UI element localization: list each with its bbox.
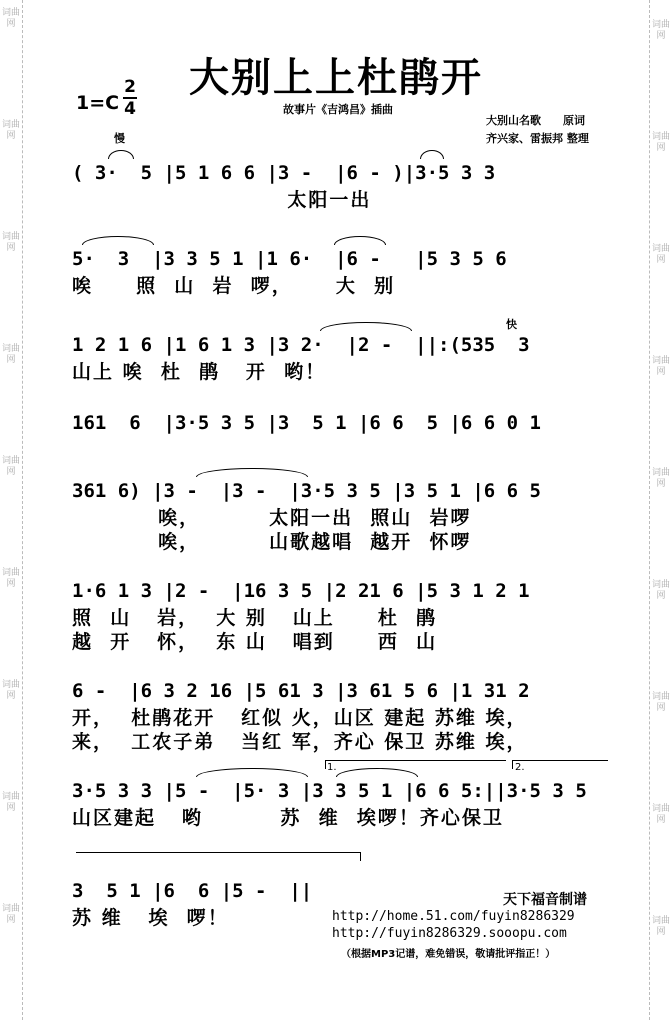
notation-line: 3 5 1 |6 6 |5 - || xyxy=(72,880,313,902)
slur xyxy=(196,768,308,777)
notation-line: 161 6 |3·5 3 5 |3 5 1 |6 6 5 |6 6 0 1 xyxy=(72,412,541,434)
lyric-line-verse-2: 越 开 怀， 东 山 唱到 西 山 xyxy=(72,631,438,653)
lyric-line-verse-1: 太阳一出 xyxy=(72,189,372,211)
lyric-line-verse-1: 开， 杜鹃花开 红似 火，山区 建起 苏维 埃， xyxy=(72,707,528,729)
notation-line: 1 2 1 6 |1 6 1 3 |3 2· |2 - ||:(535 3 xyxy=(72,334,530,356)
footer-disclaimer: （根据MP3记谱，难免错误，敬请批评指正！） xyxy=(341,949,556,960)
time-signature xyxy=(123,77,137,119)
watermark-text: 词曲网 xyxy=(1,680,20,701)
slur xyxy=(334,236,386,245)
volta-first-ending: 1. xyxy=(327,762,337,773)
footer-brand: 天下福音制谱 xyxy=(503,892,587,908)
watermark-text: 词曲网 xyxy=(1,232,20,253)
credit-arrangers: 齐兴家、雷振邦 整理 xyxy=(486,132,589,145)
notation-line: 3·5 3 3 |5 - |5· 3 |3 3 5 1 |6 6 5:||3·5 3 5 xyxy=(72,780,587,802)
volta-second-ending: 2. xyxy=(515,762,525,773)
watermark-text: 词曲网 xyxy=(651,244,670,265)
watermark-text: 词曲网 xyxy=(1,456,20,477)
lyric-line-verse-1: 照 山 岩， 大 别 山上 杜 鹃 xyxy=(72,607,438,629)
watermark-text: 词曲网 xyxy=(651,804,670,825)
notation-line: 361 6) |3 - |3 - |3·5 3 5 |3 5 1 |6 6 5 xyxy=(72,480,541,502)
watermark-text: 词曲网 xyxy=(1,904,20,925)
lyric-line-verse-1: 苏 维 埃 啰！ xyxy=(72,907,229,929)
lyric-line-verse-2: 来， 工农子弟 当红 军，齐心 保卫 苏维 埃， xyxy=(72,731,528,753)
notation-line: ( 3· 5 |5 1 6 6 |3 - |6 - )|3·5 3 3 xyxy=(72,162,496,184)
watermark-text: 词曲网 xyxy=(1,120,20,141)
lyric-line-verse-1: 山上 唉 杜 鹃 开 哟！ xyxy=(72,361,327,383)
slur xyxy=(82,236,154,245)
slur xyxy=(320,322,412,331)
watermark-text: 词曲网 xyxy=(651,356,670,377)
watermark-text: 词曲网 xyxy=(651,580,670,601)
watermark-text: 词曲网 xyxy=(651,916,670,937)
tempo-marking-slow: 慢 xyxy=(114,132,125,145)
right-margin-watermark-column xyxy=(649,0,672,1020)
left-margin-watermark-column xyxy=(0,0,23,1020)
volta-first-bracket xyxy=(325,760,506,769)
slur xyxy=(196,468,308,477)
slur xyxy=(420,150,444,159)
volta-second-bracket xyxy=(512,760,608,769)
watermark-text: 词曲网 xyxy=(651,468,670,489)
footer-url-sooopu: http://fuyin8286329.sooopu.com xyxy=(332,926,567,941)
watermark-text: 词曲网 xyxy=(1,8,20,29)
lyric-line-verse-1: 唉 照 山 岩 啰， 大 别 xyxy=(72,275,396,297)
lyric-line-verse-2: 唉， 山歌越唱 越开 怀啰 xyxy=(72,531,472,553)
slur xyxy=(108,150,134,159)
notation-line: 5· 3 |3 3 5 1 |1 6· |6 - |5 3 5 6 xyxy=(72,248,507,270)
time-signature-bottom: 4 xyxy=(124,99,136,119)
subtitle: 故事片《吉鸿昌》插曲 xyxy=(283,103,393,116)
notation-line: 1·6 1 3 |2 - |16 3 5 |2 21 6 |5 3 1 2 1 xyxy=(72,580,530,602)
notation-line: 6 - |6 3 2 16 |5 61 3 |3 61 5 6 |1 31 2 xyxy=(72,680,530,702)
slur xyxy=(336,768,418,777)
time-signature-top: 2 xyxy=(124,77,136,97)
watermark-text: 词曲网 xyxy=(1,792,20,813)
credit-lyrics: 大别山名歌 原词 xyxy=(486,114,585,127)
watermark-text: 词曲网 xyxy=(1,344,20,365)
watermark-text: 词曲网 xyxy=(651,20,670,41)
watermark-text: 词曲网 xyxy=(651,132,670,153)
watermark-text: 词曲网 xyxy=(1,568,20,589)
lyric-line-verse-1: 山区建起 哟 苏 维 埃啰！齐心保卫 xyxy=(72,807,504,829)
watermark-text: 词曲网 xyxy=(651,692,670,713)
second-ending-continuation-bracket xyxy=(76,852,361,861)
key-signature: 1=C xyxy=(76,92,120,114)
song-title: 大别上上杜鹃开 xyxy=(189,55,483,101)
lyric-line-verse-1: 唉， 太阳一出 照山 岩啰 xyxy=(72,507,472,529)
tempo-marking-fast: 快 xyxy=(506,318,517,331)
footer-url-home: http://home.51.com/fuyin8286329 xyxy=(332,909,575,924)
